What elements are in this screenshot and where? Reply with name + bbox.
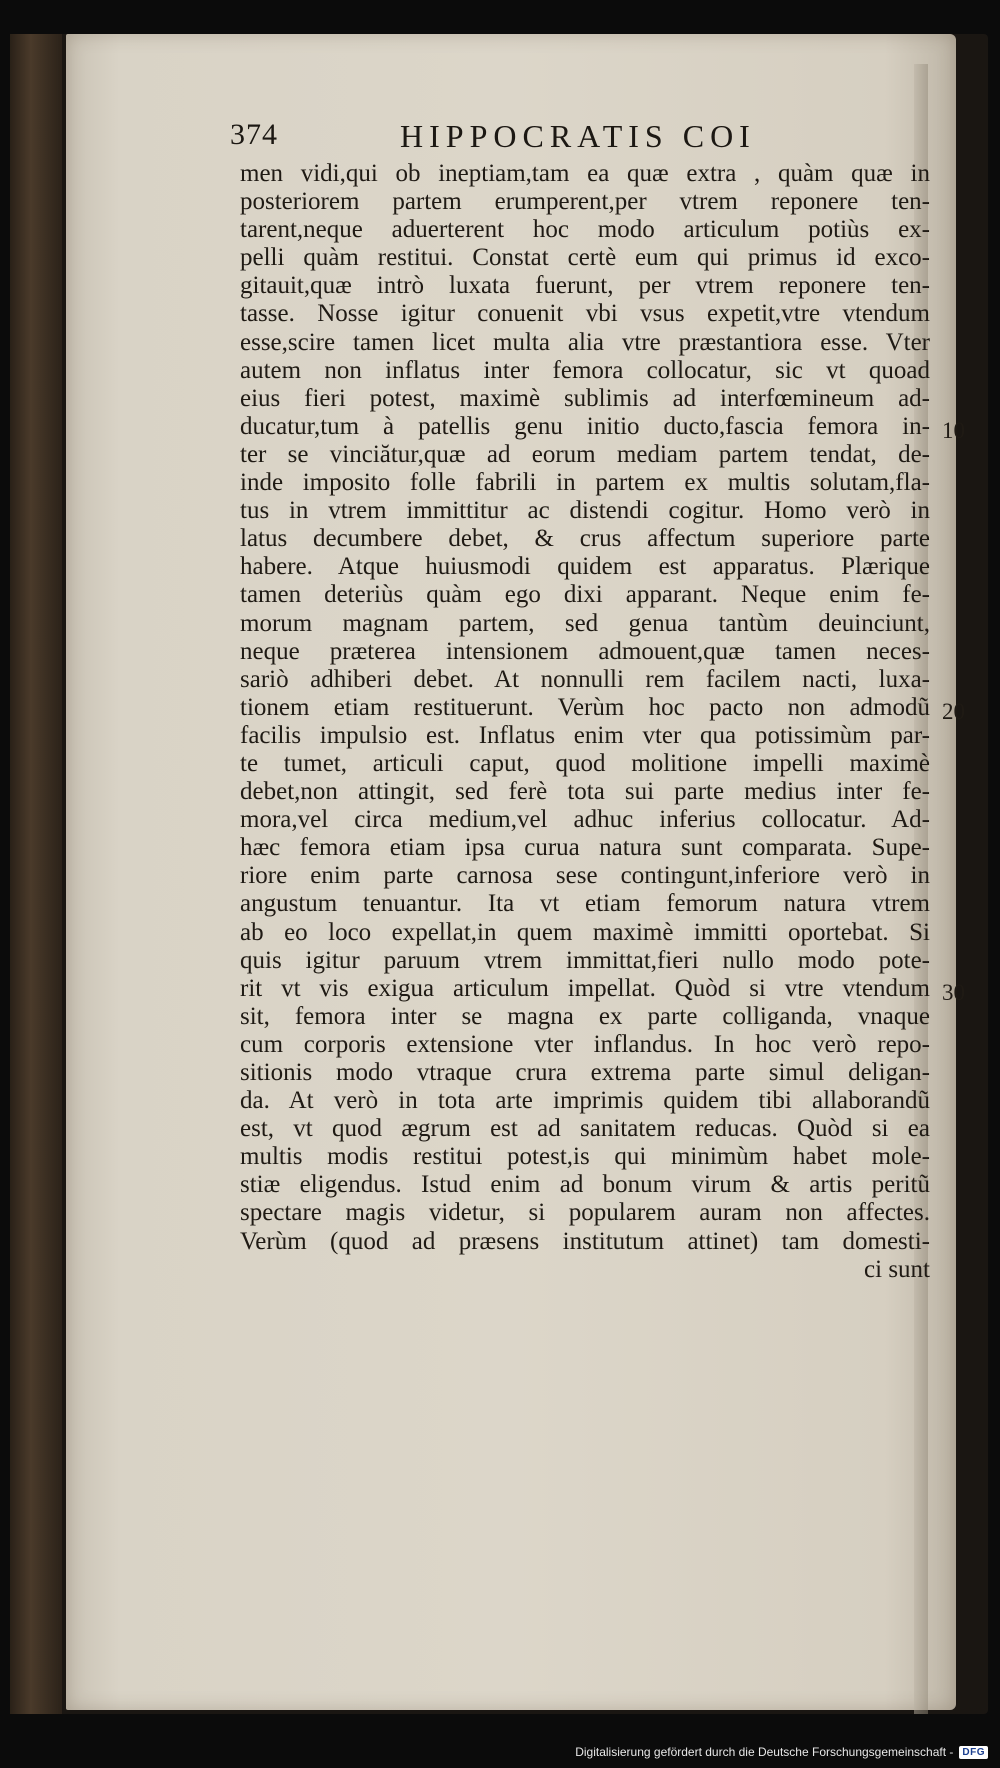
text-line: tamen deteriùs quàm ego dixi apparant. Neque enim fe- (240, 581, 930, 609)
text-line: mora,vel circa medium,vel adhuc inferius collocatur. Ad- (240, 806, 930, 834)
text-line: tus in vtrem immittitur ac distendi cogitur. Homo verò in (240, 497, 930, 525)
text-line: debet,non attingit, sed ferè tota sui parte medius inter fe- (240, 778, 930, 806)
text-line: sit, femora inter se magna ex parte colliganda, vnaque (240, 1002, 930, 1030)
text-line: te tumet, articuli caput, quod molitione impelli maximè (240, 749, 930, 777)
text-line: latus decumbere debet, & crus affectum superiore parte (240, 525, 930, 553)
text-line: sitionis modo vtraque crura extrema parte simul deligan- (240, 1059, 930, 1086)
page-header (230, 118, 800, 158)
text-line: ab eo loco expellat,in quem maximè immitti oportebat. Si (240, 918, 930, 946)
text-line: tarent,neque aduerterent hoc modo articulum potiùs ex- (240, 216, 930, 244)
text-line: riore enim parte carnosa sese contingunt,inferiore verò in (240, 862, 930, 890)
text-line: spectare magis videtur, si popularem auram non affectes. (240, 1199, 930, 1227)
text-line: hæc femora etiam ipsa curua natura sunt comparata. Supe- (240, 834, 930, 862)
text-line: pelli quàm restitui. Constat certè eum qui primus id exco- (240, 244, 930, 272)
dfg-logo: DFG (959, 1746, 988, 1759)
text-line: eius fieri potest, maximè sublimis ad interfœmineum ad- (240, 384, 930, 412)
text-line: habere. Atque huiusmodi quidem est apparatus. Plærique (240, 553, 930, 581)
text-line: men vidi,qui ob ineptiam,tam ea quæ extra , quàm quæ in (240, 160, 930, 187)
text-line: autem non inflatus inter femora collocatur, sic vt quoad (240, 356, 930, 384)
catchword: ci sunt (864, 1255, 930, 1283)
text-line: est, vt quod ægrum est ad sanitatem reducas. Quòd si ea (240, 1115, 930, 1143)
text-line: tasse. Nosse igitur conuenit vbi vsus expetit,vtre vtendum (240, 300, 930, 328)
text-line: stiæ eligendus. Istud enim ad bonum virum & artis peritũ (240, 1171, 930, 1199)
footer (575, 1740, 988, 1764)
text-line: inde imposito folle fabrili in partem ex multis solutam,fla- (240, 469, 930, 497)
text-line: angustum tenuantur. Ita vt etiam femorum natura vtrem (240, 890, 930, 918)
text-line: morum magnam partem, sed genua tantùm deuinciunt, (240, 609, 930, 637)
text-line: ducatur,tum à patellis genu initio ducto,fascia femora in- (240, 412, 930, 440)
line-number-20: 20 (942, 699, 965, 724)
text-line: ter se vinciătur,quæ ad eorum mediam partem tendat, de- (240, 440, 930, 468)
text-line: posteriorem partem erumperent,per vtrem reponere ten- (240, 188, 930, 216)
page-number: 374 (230, 118, 278, 151)
text-line: da. At verò in tota arte imprimis quidem tibi allaborandũ (240, 1087, 930, 1115)
text-line: tionem etiam restituerunt. Verùm hoc pacto non admodũ (240, 693, 930, 721)
text-line: sariò adhiberi debet. At nonnulli rem facilem nacti, luxa- (240, 665, 930, 693)
text-line: quis igitur paruum vtrem immittat,fieri nullo modo pote- (240, 946, 930, 974)
line-number-10: 10 (942, 418, 965, 443)
book-spine (10, 34, 62, 1714)
text-line: facilis impulsio est. Inflatus enim vter qua potissimùm par- (240, 721, 930, 749)
text-line: gitauit,quæ intrò luxata fuerunt, per vtrem reponere ten- (240, 272, 930, 300)
funding-credit: Digitalisierung gefördert durch die Deutsche Forschungsgemeinschaft - (575, 1745, 954, 1759)
line-number-30: 30 (942, 980, 965, 1005)
running-title: HIPPOCRATIS COI (400, 118, 756, 154)
text-line: rit vt vis exigua articulum impellat. Quòd si vtre vtendum (240, 974, 930, 1002)
text-line: Verùm (quod ad præsens institutum attinet) tam domesti- (240, 1227, 930, 1255)
text-line: neque præterea intensionem admouent,quæ tamen neces- (240, 637, 930, 665)
text-line: cum corporis extensione vter inflandus. In hoc verò repo- (240, 1030, 930, 1058)
text-line: esse,scire tamen licet multa alia vtre præstantiora esse. Vter (240, 328, 930, 356)
body-text (240, 160, 930, 1284)
text-line: multis modis restitui potest,is qui minimùm habet mole- (240, 1143, 930, 1171)
